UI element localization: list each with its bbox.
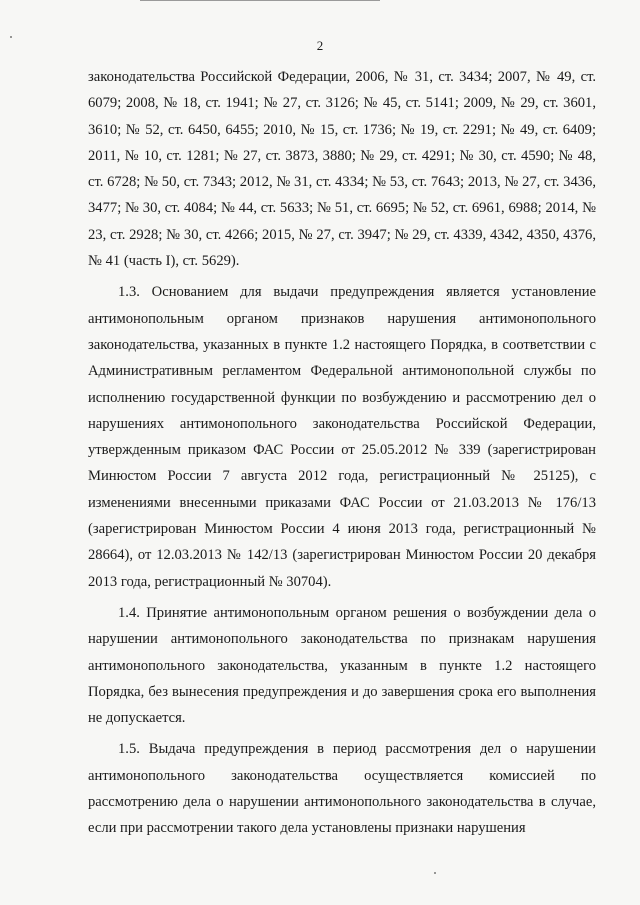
top-scan-rule — [140, 0, 380, 1]
paragraph-continuation: законодательства Российской Федерации, 2006, № 31, ст. 3434; 2007, № 49, ст. 6079; 2008, № 18, ст. 1941; № 27, ст. 3126; № 45, ст. 5141; 2009, № 29, ст. 3601, 3610; № 52, ст. 6450, 6455; 2010, № 15, ст. 1736; № 19, ст. 2291; № 49, ст. 6409; 2011, № 10, ст. 1281; № 27, ст. 3873, 3880; № 29, ст. 4291; № 30, ст. 4590; № 48, ст. 6728; № 50, ст. 7343; 2012, № 31, ст. 4334; № 53, ст. 7643; 2013, № 27, ст. 3436, 3477; № 30, ст. 4084; № 44, ст. 5633; № 51, ст. 6695; № 52, ст. 6961, 6988; 2014, № 23, ст. 2928; № 30, ст. 4266; 2015, № 27, ст. 3947; № 29, ст. 4339, 4342, 4350, 4376, № 41 (часть I), ст. 5629). — [88, 69, 596, 270]
paragraph-clause-1-5: 1.5. Выдача предупреждения в период рассмотрения дел о нарушении антимонопольного законодательства осуществляется комиссией по рассмотрению дела о нарушении антимонопольного законодательства в случае, если при рассмотрении такого дела установлены признаки нарушения — [88, 741, 596, 837]
paragraph-clause-1-3: 1.3. Основанием для выдачи предупреждения является установление антимонопольным органом признаков нарушения антимонопольного законодательства, указанных в пункте 1.2 настоящего Порядка, в соответствии с Административным регламентом Федеральной антимонопольной службы по исполнению государственной функции по возбуждению и рассмотрению дел о нарушениях антимонопольного законодательства Российской Федерации, утвержденным приказом ФАС России от 25.05.2012 № 339 (зарегистрирован Минюстом России 7 августа 2012 года, регистрационный № 25125), с изменениями внесенными приказами ФАС России от 21.03.2013 № 176/13 (зарегистрирован Минюстом России 4 июня 2013 года, регистрационный № 28664), от 12.03.2013 № 142/13 (зарегистрирован Минюстом России 20 декабря 2013 года, регистрационный № 30704). — [88, 284, 596, 590]
page-number: 2 — [316, 38, 324, 53]
scan-speck — [434, 872, 436, 874]
paragraph-clause-1-4: 1.4. Принятие антимонопольным органом решения о возбуждении дела о нарушении антимонопольного законодательства по признакам нарушения антимонопольного законодательства, указанным в пункте 1.2 настоящего Порядка, без вынесения предупреждения и до завершения срока его выполнения не допускается. — [88, 604, 596, 727]
scan-speck — [10, 36, 12, 38]
document-body — [88, 64, 596, 842]
